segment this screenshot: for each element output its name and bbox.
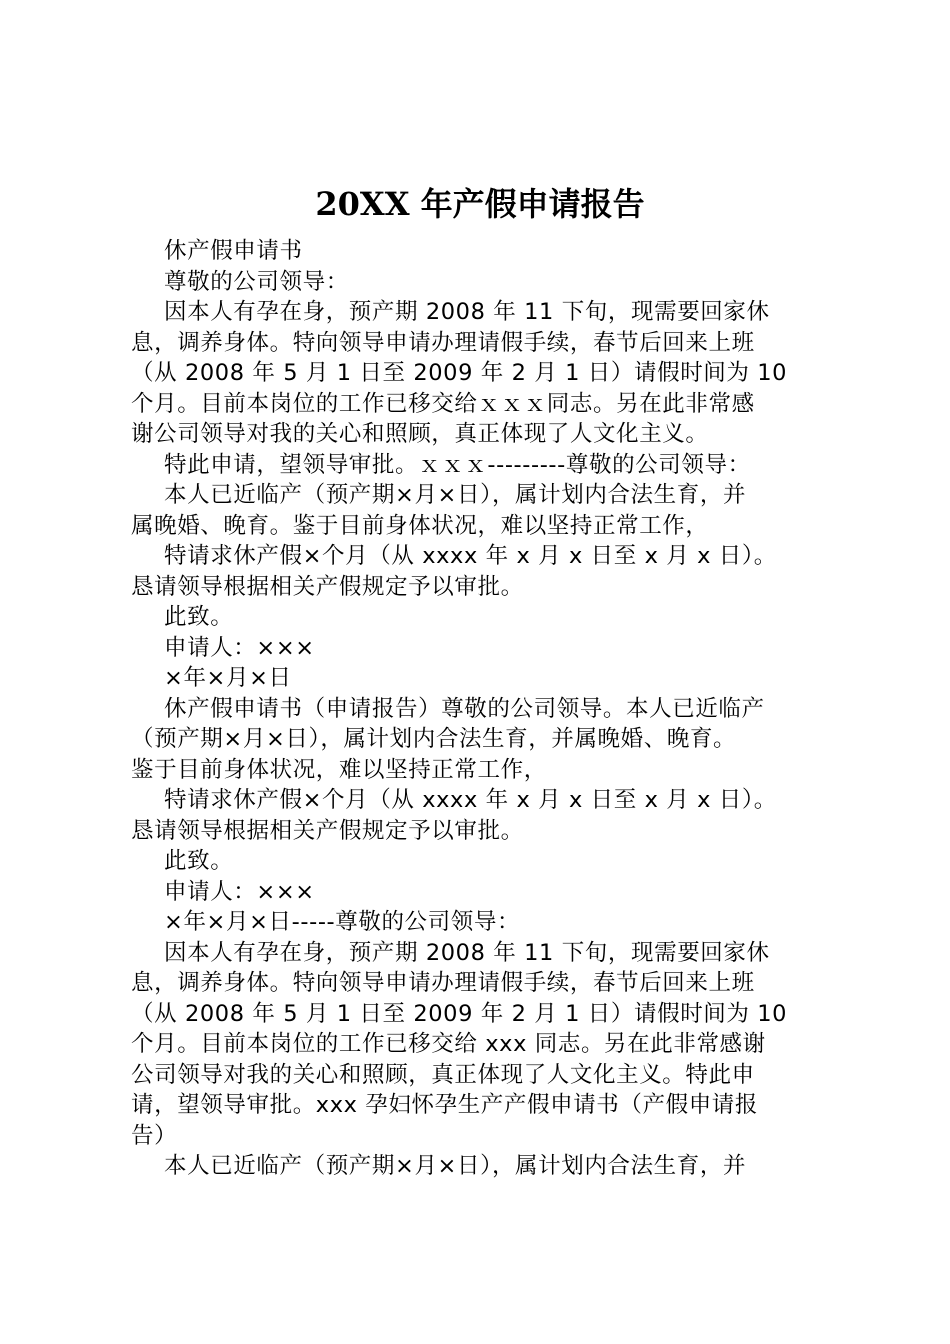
document-body [131, 236, 831, 1182]
document-line: 个月。目前本岗位的工作已移交给ｘｘｘ同志。另在此非常感 [131, 390, 755, 417]
document-line: 本人已近临产（预产期×月×日），属计划内合法生育，并 [164, 1153, 747, 1179]
document-title: 20XX 年产假申请报告 [315, 185, 645, 223]
document-line: 请，望领导审批。xxx 孕妇怀孕生产产假申请书（产假申请报 [131, 1092, 758, 1118]
document-line: 鉴于目前身体状况，难以坚持正常工作， [131, 756, 547, 783]
document-line: 特请求休产假×个月（从 xxxx 年 x 月 x 日至 x 月 x 日）。 [164, 543, 777, 569]
document-line: 息，调养身体。特向领导申请办理请假手续，春节后回来上班 [131, 970, 755, 996]
document-line: 特请求休产假×个月（从 xxxx 年 x 月 x 日至 x 月 x 日）。 [164, 787, 777, 813]
document-line: 属晚婚、晚育。鉴于目前身体状况，难以坚持正常工作， [131, 512, 709, 539]
document-line: （从 2008 年 5 月 1 日至 2009 年 2 月 1 日）请假时间为 10 [131, 1000, 788, 1027]
document-line: 申请人：××× [164, 878, 315, 905]
document-line: 息，调养身体。特向领导申请办理请假手续，春节后回来上班 [131, 329, 755, 356]
document-line: 本人已近临产（预产期×月×日），属计划内合法生育，并 [164, 482, 747, 508]
document-line: 申请人：××× [164, 634, 315, 661]
document-line: ×年×月×日-----尊敬的公司领导： [164, 909, 521, 935]
document-line: 此致。 [164, 848, 234, 874]
document-line: 尊敬的公司领导： [164, 268, 349, 295]
document-line: 因本人有孕在身，预产期 2008 年 11 下旬，现需要回家休 [164, 299, 770, 325]
document-line: （从 2008 年 5 月 1 日至 2009 年 2 月 1 日）请假时间为 10 [131, 360, 788, 386]
document-line: 恳请领导根据相关产假规定予以审批。 [131, 817, 524, 844]
document-line: 公司领导对我的关心和照顾，真正体现了人文化主义。特此申 [131, 1061, 755, 1088]
document-line: 恳请领导根据相关产假规定予以审批。 [131, 573, 524, 600]
document-line: 特此申请，望领导审批。ｘｘｘ---------尊敬的公司领导： [164, 451, 751, 478]
document-line: 告） [131, 1122, 178, 1149]
document-line: 谢公司领导对我的关心和照顾，真正体现了人文化主义。 [131, 421, 709, 447]
document-line: 此致。 [164, 604, 234, 630]
document-line: 休产假申请书 [164, 238, 303, 264]
document-line: （预产期×月×日），属计划内合法生育，并属晚婚、晚育。 [131, 726, 737, 752]
document-line: ×年×月×日 [164, 665, 292, 691]
document-line: 因本人有孕在身，预产期 2008 年 11 下旬，现需要回家休 [164, 939, 770, 966]
document-line: 休产假申请书（申请报告）尊敬的公司领导。本人已近临产 [164, 695, 765, 722]
document-line: 个月。目前本岗位的工作已移交给 xxx 同志。另在此非常感谢 [131, 1031, 766, 1057]
